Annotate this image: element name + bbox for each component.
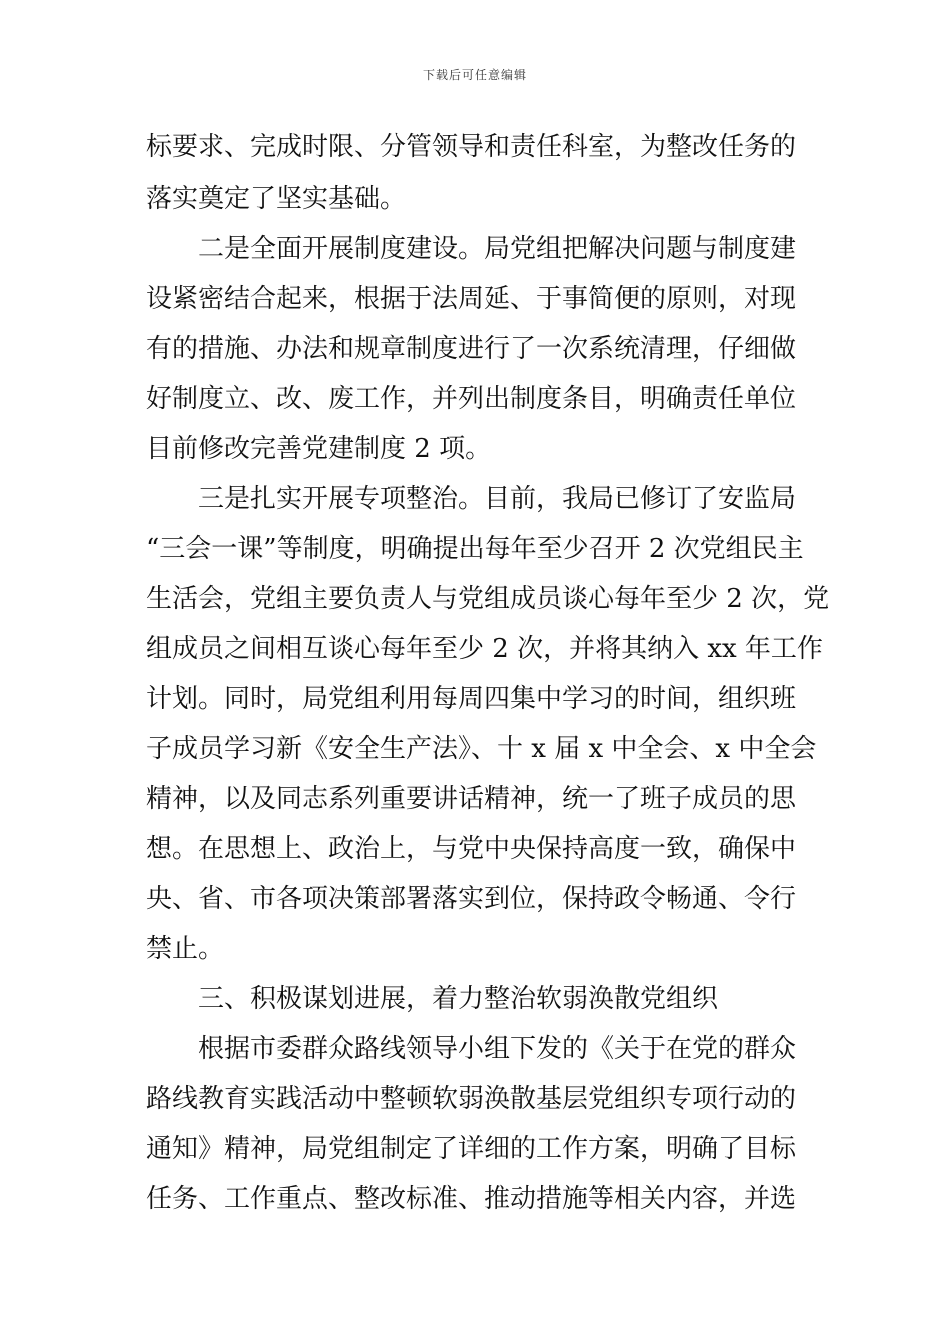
- text-line: 好制度立、改、废工作，并列出制度条目，明确责任单位: [146, 384, 797, 414]
- text-line: 央、省、市各项决策部署落实到位，保持政令畅通、令行: [146, 884, 797, 914]
- paragraph-first-line: 三是扎实开展专项整治。目前，我局已修订了安监局: [198, 484, 797, 514]
- text-line: 有的措施、办法和规章制度进行了一次系统清理，仔细做: [146, 334, 797, 364]
- text-line: 设紧密结合起来，根据于法周延、于事简便的原则，对现: [146, 284, 797, 314]
- paragraph-first-line: 根据市委群众路线领导小组下发的《关于在党的群众: [198, 1034, 797, 1064]
- text-line: 计划。同时，局党组利用每周四集中学习的时间，组织班: [146, 684, 797, 714]
- paragraph-first-line: 二是全面开展制度建设。局党组把解决问题与制度建: [198, 234, 797, 264]
- text-line: 目前修改完善党建制度 2 项。: [146, 434, 492, 464]
- text-line: 任务、工作重点、整改标准、推动措施等相关内容，并选: [146, 1184, 797, 1214]
- text-line: 禁止。: [146, 934, 225, 964]
- text-line: 子成员学习新《安全生产法》、十 x 届 x 中全会、x 中全会: [146, 734, 817, 764]
- text-line: “三会一课”等制度，明确提出每年至少召开 2 次党组民主: [146, 534, 804, 564]
- text-line: 组成员之间相互谈心每年至少 2 次，并将其纳入 xx 年工作: [146, 634, 823, 664]
- text-line: 生活会，党组主要负责人与党组成员谈心每年至少 2 次，党: [146, 584, 830, 614]
- section-heading: 三、积极谋划进展，着力整治软弱涣散党组织: [198, 984, 719, 1014]
- text-line: 标要求、完成时限、分管领导和责任科室，为整改任务的: [146, 132, 797, 162]
- text-line: 精神，以及同志系列重要讲话精神，统一了班子成员的思: [146, 784, 797, 814]
- header-note: 下载后可任意编辑: [422, 68, 527, 82]
- text-line: 落实奠定了坚实基础。: [146, 184, 407, 214]
- text-line: 想。在思想上、政治上，与党中央保持高度一致，确保中: [146, 834, 797, 864]
- text-line: 通知》精神，局党组制定了详细的工作方案，明确了目标: [146, 1134, 797, 1164]
- text-line: 路线教育实践活动中整顿软弱涣散基层党组织专项行动的: [146, 1084, 797, 1114]
